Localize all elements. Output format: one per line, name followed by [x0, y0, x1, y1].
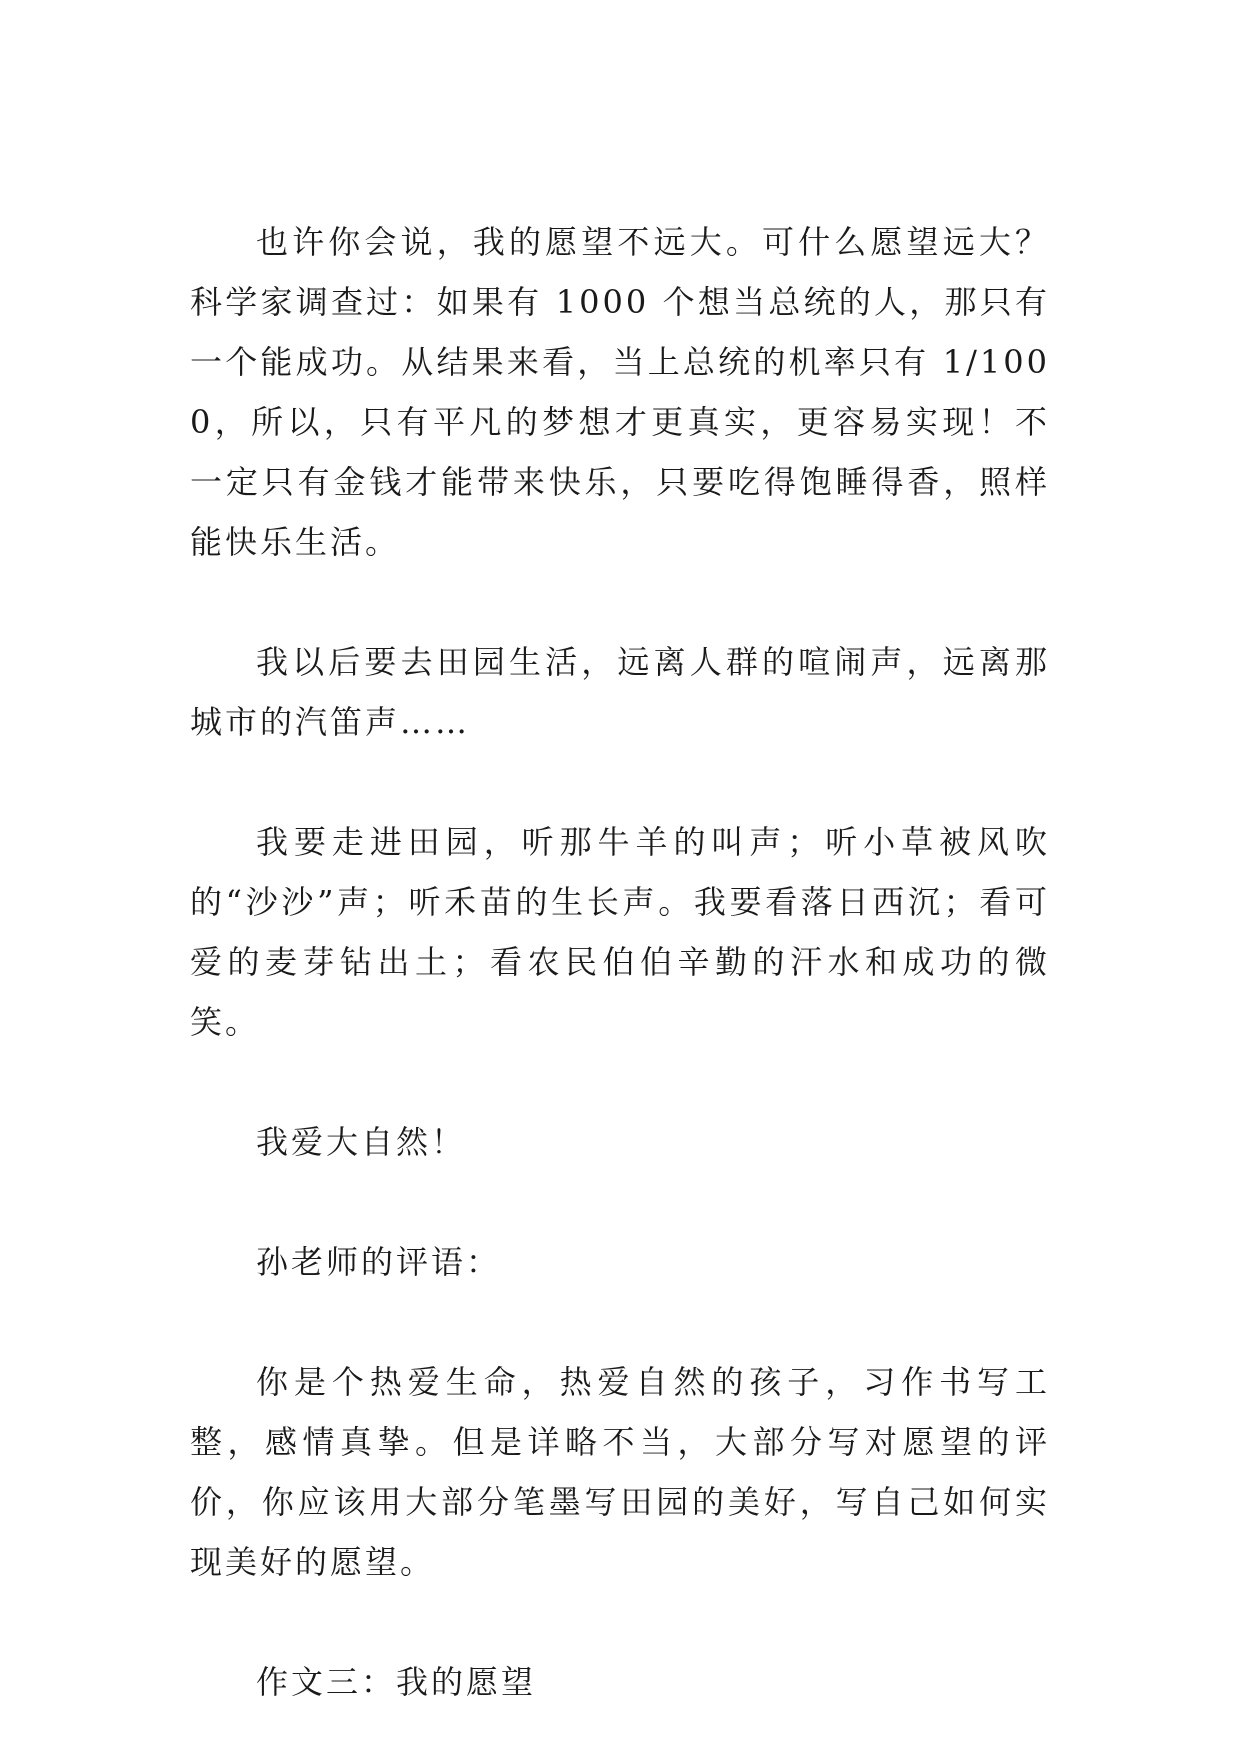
teacher-comment-text: 你是个热爱生命，热爱自然的孩子，习作书写工整，感情真挚。但是详略不当，大部分写对愿望的评价，你应该用大部分笔墨写田园的美好，写自己如何实现美好的愿望。: [190, 1363, 1050, 1581]
paragraph-love-nature: 我爱大自然！: [256, 1123, 467, 1161]
essay-three-title: 作文三：我的愿望: [256, 1663, 537, 1701]
paragraph-countryside-life: 我以后要去田园生活，远离人群的喧闹声，远离那城市的汽笛声……: [190, 643, 1050, 741]
teacher-comment-heading: 孙老师的评语：: [256, 1243, 502, 1281]
paragraph-wish-not-grand: 也许你会说，我的愿望不远大。可什么愿望远大？科学家调查过：如果有 1000 个想当总统的人，那只有一个能成功。从结果来看，当上总统的机率只有 1/1000，所以，只有平凡的梦想才更真实，更容易实现！不一定只有金钱才能带来快乐，只要吃得饱睡得香，照样能快乐生活。: [190, 223, 1050, 561]
paragraph-enter-countryside: 我要走进田园，听那牛羊的叫声；听小草被风吹的“沙沙”声；听禾苗的生长声。我要看落日西沉；看可爱的麦芽钻出土；看农民伯伯辛勤的汗水和成功的微笑。: [190, 823, 1050, 1041]
document-body: [190, 212, 1050, 1712]
